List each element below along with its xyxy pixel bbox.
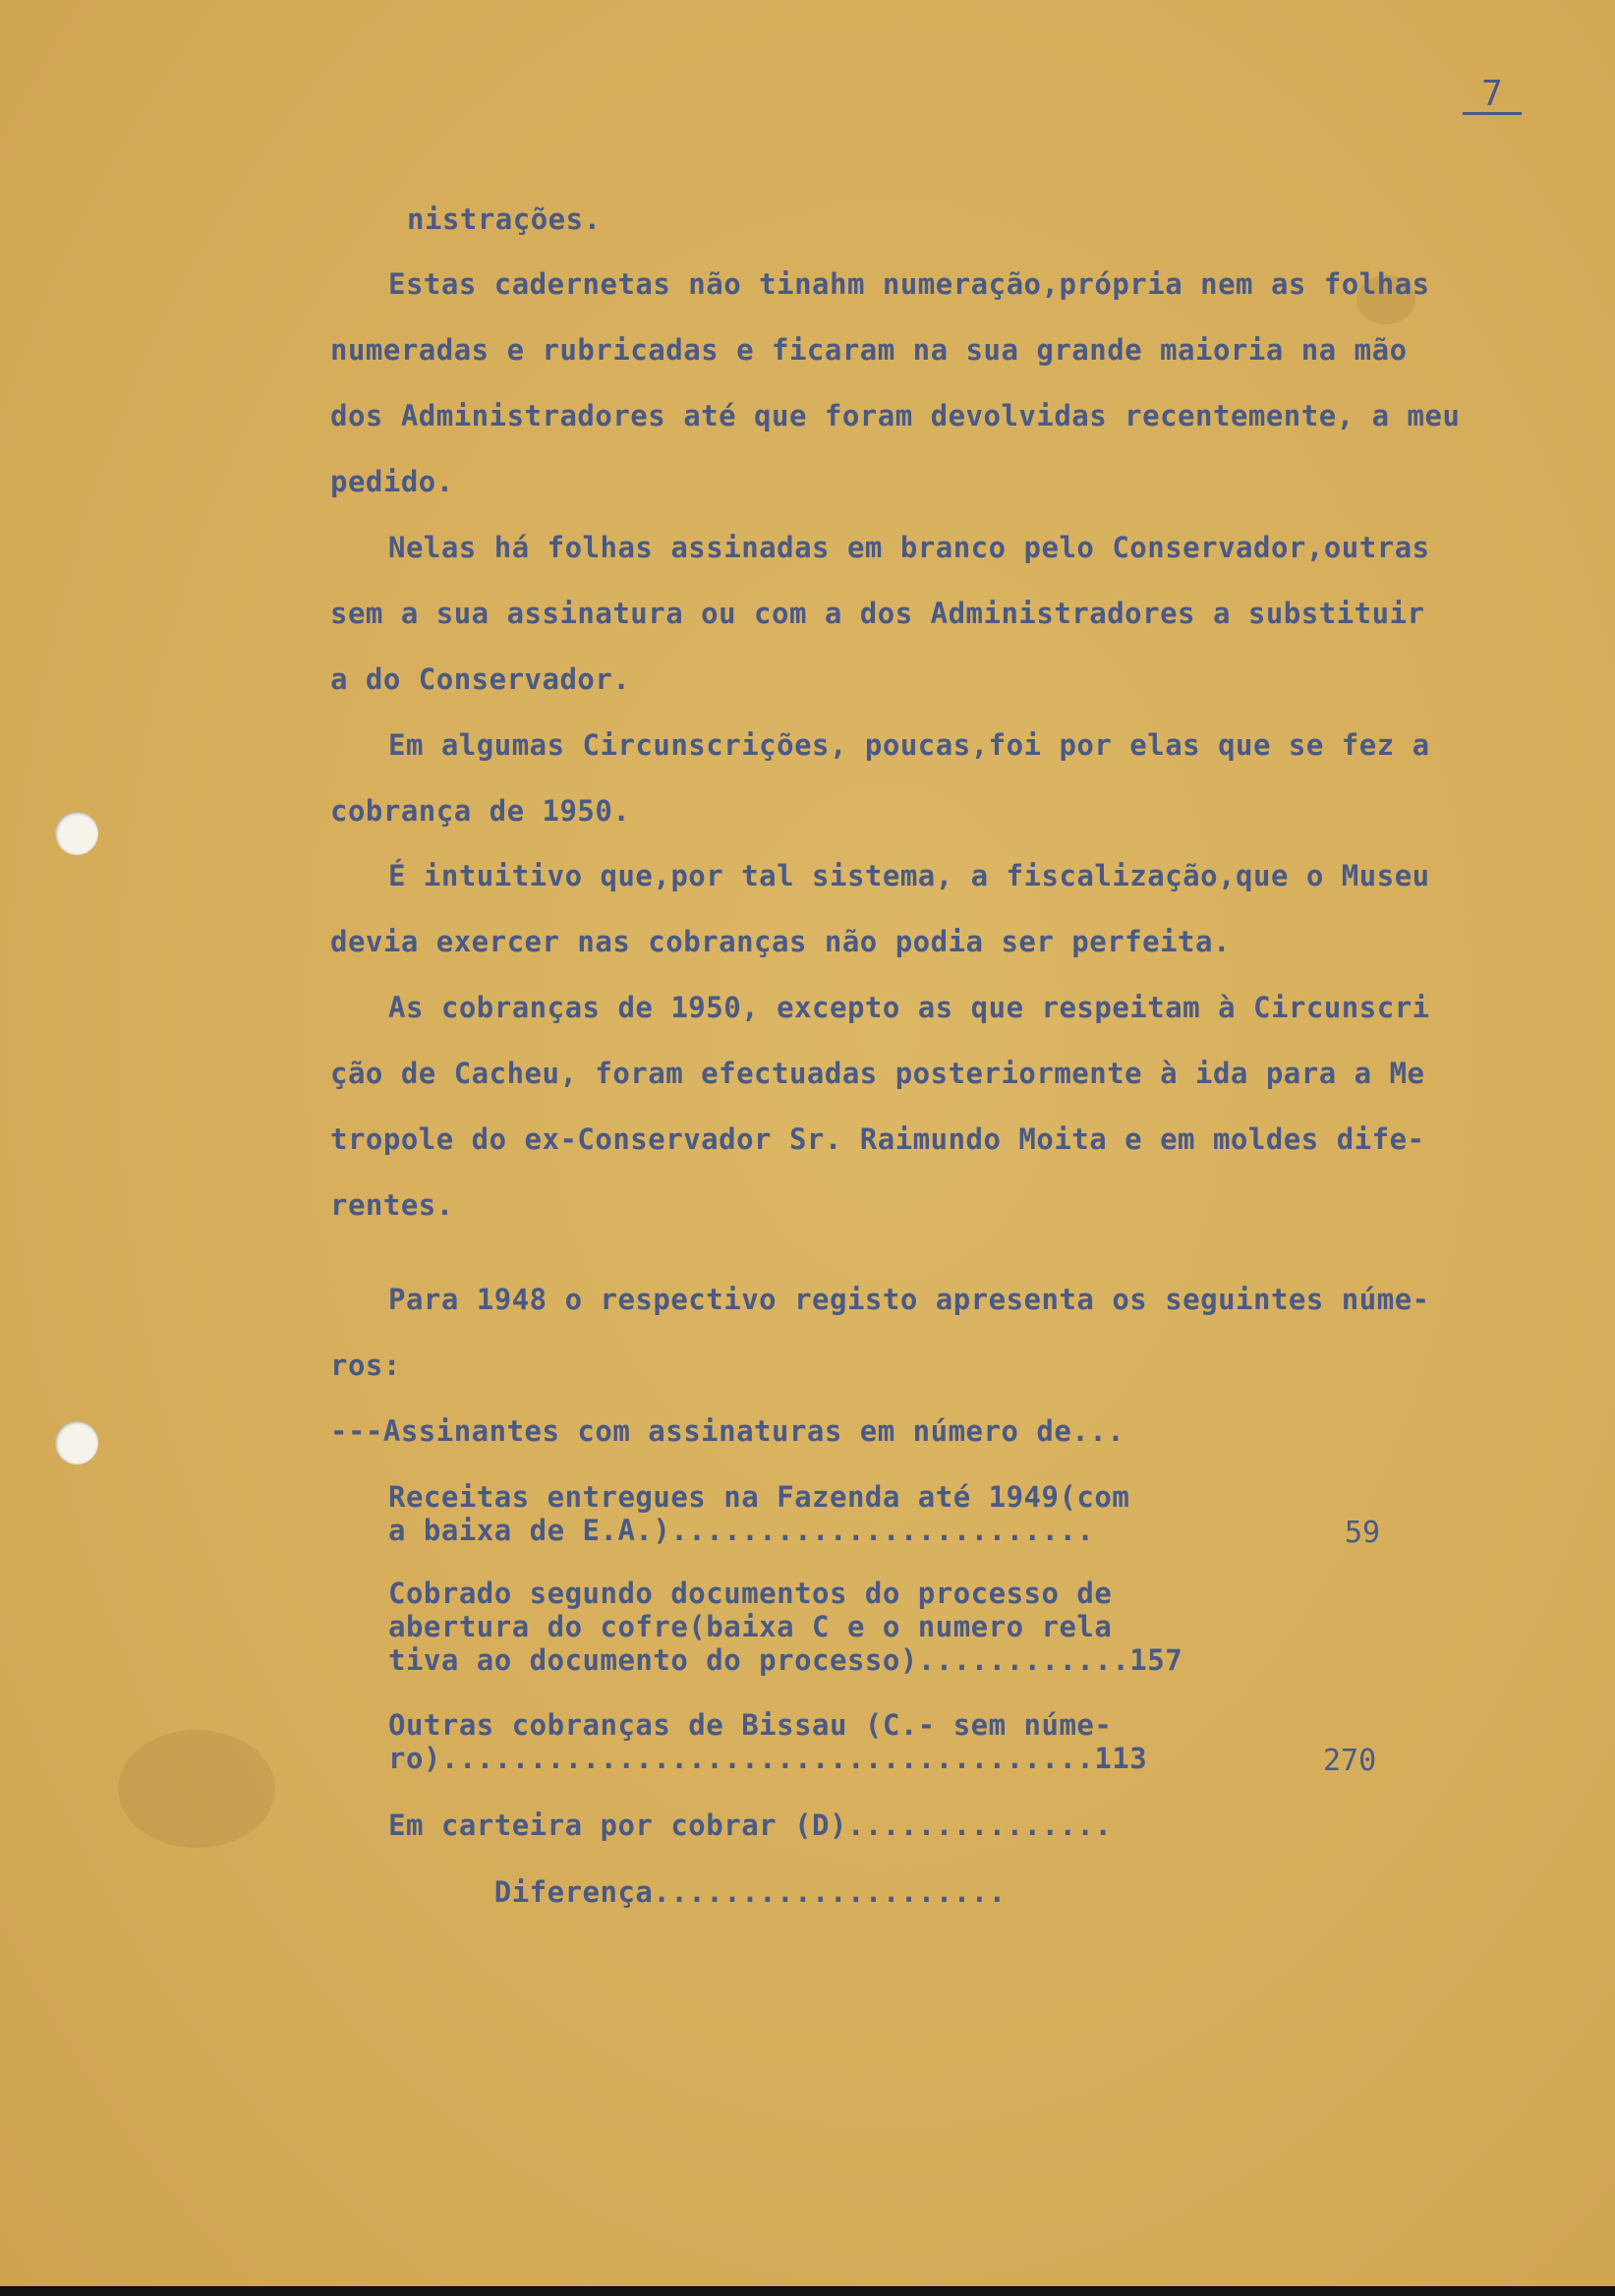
text-line: Para 1948 o respectivo registo apresenta os seguintes núme- — [388, 1283, 1430, 1316]
table-row-line: ro).....................................113 — [388, 1742, 1148, 1775]
text-line: Estas cadernetas não tinahm numeração,própria nem as folhas — [388, 267, 1430, 301]
table-row-total: 59 — [1345, 1516, 1381, 1550]
text-line: ção de Cacheu, foram efectuadas posteriormente à ida para a Me — [330, 1057, 1425, 1090]
text-line: dos Administradores até que foram devolvidas recentemente, a meu — [330, 399, 1461, 432]
scan-edge — [0, 2286, 1615, 2296]
table-row-line: Outras cobranças de Bissau (C.- sem núme- — [388, 1708, 1113, 1742]
table-row-line: abertura do cofre(baixa C e o numero rela — [388, 1610, 1113, 1643]
text-line: As cobranças de 1950, excepto as que respeitam à Circunscri — [388, 991, 1430, 1024]
text-line: a do Conservador. — [330, 662, 631, 696]
table-row-line: Cobrado segundo documentos do processo de — [388, 1577, 1113, 1610]
text-line: É intuitivo que,por tal sistema, a fiscalização,que o Museu — [388, 859, 1430, 892]
text-line: numeradas e rubricadas e ficaram na sua grande maioria na mão — [330, 333, 1408, 367]
paper-stain — [118, 1730, 275, 1848]
text-line: ---Assinantes com assinaturas em número de... — [330, 1414, 1125, 1448]
table-row-line: Diferença.................... — [388, 1875, 1007, 1909]
text-line: Nelas há folhas assinadas em branco pelo Conservador,outras — [388, 531, 1430, 564]
text-line: rentes. — [330, 1188, 454, 1222]
text-line: ros: — [330, 1349, 401, 1382]
table-row-total: 270 — [1323, 1744, 1377, 1778]
page-number: 7 — [1463, 77, 1522, 115]
table-row-line: tiva ao documento do processo)............157 — [388, 1643, 1183, 1677]
punch-hole-top — [55, 812, 98, 855]
text-line: sem a sua assinatura ou com a dos Administradores a substituir — [330, 597, 1425, 630]
text-line: Em algumas Circunscrições, poucas,foi por elas que se fez a — [388, 728, 1430, 762]
text-line: tropole do ex-Conservador Sr. Raimundo Moita e em moldes dife- — [330, 1122, 1425, 1156]
table-row-line: Em carteira por cobrar (D)............... — [388, 1808, 1113, 1842]
punch-hole-bottom — [55, 1421, 98, 1464]
text-line: cobrança de 1950. — [330, 794, 631, 828]
table-row-line: a baixa de E.A.)........................ — [388, 1514, 1095, 1547]
table-row-line: Receitas entregues na Fazenda até 1949(com — [388, 1480, 1130, 1514]
text-line: pedido. — [330, 465, 454, 498]
text-line: devia exercer nas cobranças não podia ser perfeita. — [330, 925, 1231, 958]
text-line: nistrações. — [407, 202, 602, 236]
